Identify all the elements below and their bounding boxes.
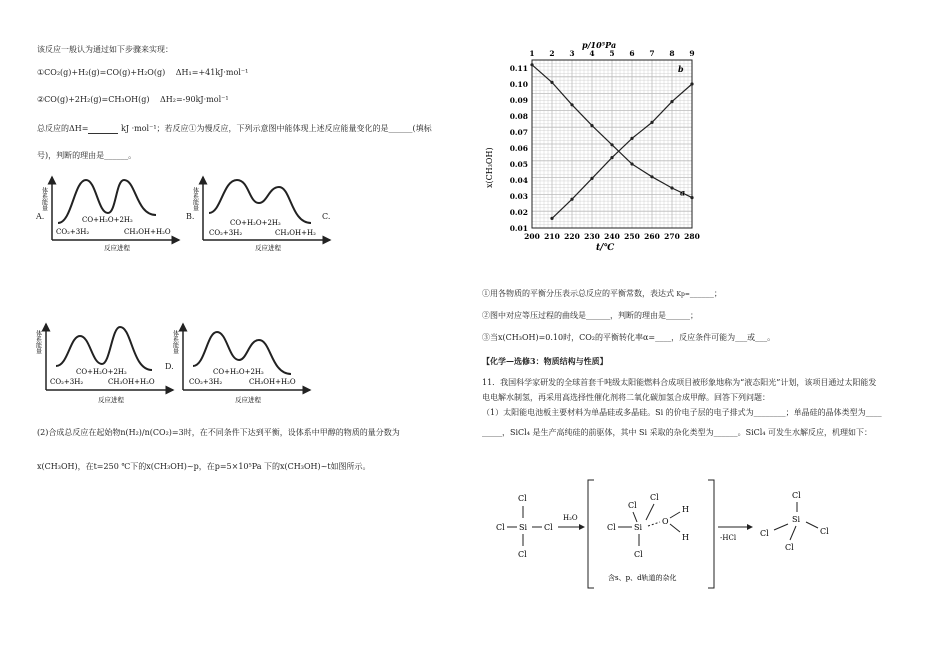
x-tick-label: 240 <box>604 232 620 241</box>
data-point-b <box>690 82 693 85</box>
y-tick-label: 0.04 <box>509 176 528 185</box>
question-r2: ②图中对应等压过程的曲线是______，判断的理由是______； <box>482 311 698 320</box>
product-label: CH₃OH+H₂O <box>124 228 171 236</box>
x-tick-label: 260 <box>644 232 660 241</box>
si-atom: Si <box>792 515 801 524</box>
data-point-a <box>550 81 553 84</box>
series-label-a: a <box>680 187 686 198</box>
q-total-unit: kJ ·mol⁻¹ <box>121 124 157 133</box>
kp-symbol: Kp= <box>676 291 690 298</box>
cl-atom: Cl <box>628 501 637 510</box>
data-point-b <box>610 156 613 159</box>
r3-when: ③当 <box>482 333 498 342</box>
y-tick-label: 0.05 <box>509 160 528 169</box>
cl-atom: Cl <box>496 523 505 532</box>
question-r1 <box>482 289 722 300</box>
hybrid-note: 含s、p、d轨道的杂化 <box>608 574 677 582</box>
question-total-reason: 号)，判断的理由是______。 <box>37 151 137 160</box>
data-point-b <box>650 121 653 124</box>
top-tick-label: 1 <box>529 49 535 58</box>
intermediate-label: CO+H₂O+2H₂ <box>230 219 281 227</box>
reactant-label: CO₂+3H₂ <box>189 378 223 386</box>
top-tick-label: 6 <box>629 49 635 58</box>
data-point-a <box>530 63 533 66</box>
step1-equation: CO₂(g)+H₂(g)=CO(g)+H₂O(g) <box>44 68 166 77</box>
chart-x-label: t/℃ <box>596 243 615 253</box>
water-label: H₂O <box>563 514 578 522</box>
product-label: CH₃OH+H₂ <box>275 229 316 237</box>
intro-text: 该反应一般认为通过如下步骤来实现： <box>37 45 173 54</box>
y-tick-label: 0.06 <box>509 144 528 153</box>
energy-diagram-b <box>191 175 335 255</box>
q-total-label: 总反应的ΔH= <box>37 124 89 133</box>
cl-atom: Cl <box>650 493 659 502</box>
reactant-label: CO₂+3H₂ <box>56 228 90 236</box>
x-tick-label: 200 <box>524 232 540 241</box>
progress-axis-label: 反应进程 <box>104 244 130 252</box>
cl-atom: Cl <box>518 550 527 559</box>
r3-then: 时， <box>563 333 580 342</box>
cl-atom: Cl <box>820 527 829 536</box>
series-label-b: b <box>678 64 684 74</box>
r1-text: ①用各物质的平衡分压表示总反应的平衡常数，表达式 <box>482 289 674 298</box>
oxygen-atom: O <box>662 517 669 526</box>
answer-blank[interactable] <box>88 125 118 134</box>
x-tick-label: 210 <box>544 232 560 241</box>
r1-blank[interactable]: ______； <box>689 289 722 298</box>
reactant-label: CO₂+3H₂ <box>209 229 243 237</box>
q11-part1-line1: （1）太阳能电池板主要材料为单晶硅或多晶硅。Si 的价电子层的电子排式为________；单晶硅的晶体类型为____ <box>482 408 882 417</box>
cl-atom: Cl <box>544 523 553 532</box>
energy-axis-label: 体系能量 <box>34 330 42 354</box>
data-point-a <box>570 103 573 106</box>
x-tick-label: 270 <box>664 232 680 241</box>
question-2-line1 <box>37 428 400 438</box>
progress-axis-label: 反应进程 <box>235 396 261 404</box>
energy-axis-label: 体系能量 <box>171 330 179 354</box>
data-point-a <box>670 186 673 189</box>
r3-x: x(CH₃OH)=0.10 <box>498 333 564 342</box>
data-point-a <box>590 124 593 127</box>
data-point-b <box>570 198 573 201</box>
y-tick-label: 0.02 <box>509 208 528 217</box>
option-b-label: B. <box>186 212 195 221</box>
step2-enthalpy: ΔH₂=-90kJ·mol⁻¹ <box>160 95 229 104</box>
intermediate-label: CO+H₂O+2H₂ <box>82 216 133 224</box>
data-point-a <box>630 162 633 165</box>
q-total-rest: ；若反应①为慢反应，下列示意图中能体现上述反应能量变化的是______(填标 <box>156 124 432 133</box>
q2-text: 时，在不同条件下达到平衡，设体系中甲醇的物质的量分数为 <box>183 428 400 437</box>
energy-diagram-d <box>171 322 315 406</box>
cl-atom: Cl <box>760 529 769 538</box>
x-tick-label: 220 <box>564 232 580 241</box>
cl-atom: Cl <box>785 543 794 552</box>
option-a-label: A. <box>36 212 45 221</box>
intermediate-label: CO+H₂O+2H₂ <box>213 368 264 376</box>
chart-title: p/10⁵Pa <box>582 40 617 50</box>
si-atom: Si <box>519 523 528 532</box>
r3-rest: 的平衡转化率α=____，反应条件可能为___或___。 <box>595 333 776 342</box>
top-tick-label: 3 <box>569 49 575 58</box>
product-label: CH₃OH+H₂O <box>108 378 155 386</box>
data-point-b <box>670 100 673 103</box>
option-d-label: D. <box>165 362 174 371</box>
hydrogen-atom: H <box>682 533 689 542</box>
top-tick-label: 7 <box>649 49 655 58</box>
data-point-b <box>630 137 633 140</box>
q2-xp: x(CH₃OH)~p <box>146 462 199 471</box>
energy-diagram-a <box>40 175 184 255</box>
product-label: CH₃OH+H₂O <box>249 378 296 386</box>
step2-equation: CO(g)+2H₂(g)=CH₃OH(g) <box>44 95 150 104</box>
data-point-a <box>690 196 693 199</box>
q2-temp: ，在t=250 ℃下的 <box>77 462 147 471</box>
option-c-label: C. <box>322 212 331 221</box>
y-tick-label: 0.08 <box>509 112 528 121</box>
top-tick-label: 2 <box>549 49 555 58</box>
question-r3 <box>482 333 775 343</box>
cl-atom: Cl <box>634 550 643 559</box>
y-tick-label: 0.03 <box>509 192 528 201</box>
y-tick-label: 0.09 <box>509 96 528 105</box>
progress-axis-label: 反应进程 <box>98 396 124 404</box>
x-tick-label: 250 <box>624 232 640 241</box>
methanol-fraction-chart <box>482 38 712 253</box>
intermediate-label: CO+H₂O+2H₂ <box>76 368 127 376</box>
q2-intro: (2)合成总反应在起始物 <box>37 428 121 437</box>
q2-pressure: ，在p=5×10⁵Pa 下的 <box>198 462 281 471</box>
r3-co2: CO₂ <box>579 333 595 342</box>
energy-axis-label: 体系能量 <box>40 187 48 211</box>
hcl-label: -HCl <box>720 534 737 542</box>
section-heading: 【化学—选修3：物质结构与性质】 <box>482 356 608 366</box>
y-tick-label: 0.11 <box>509 64 528 73</box>
q2-ratio: n(H₂)/n(CO₂)=3 <box>120 428 184 437</box>
step1-enthalpy: ΔH₁=+41kJ·mol⁻¹ <box>175 68 249 77</box>
cl-atom: Cl <box>607 523 616 532</box>
y-tick-label: 0.01 <box>509 224 528 233</box>
y-tick-label: 0.07 <box>509 128 528 137</box>
x-tick-label: 280 <box>684 232 700 241</box>
energy-axis-label: 体系能量 <box>191 187 199 211</box>
data-point-b <box>590 177 593 180</box>
x-tick-label: 230 <box>584 232 600 241</box>
hydrolysis-mechanism <box>490 470 850 590</box>
q2-end: 如图所示。 <box>330 462 371 471</box>
top-tick-label: 5 <box>609 49 615 58</box>
question-2-line2 <box>37 462 371 472</box>
q11-line1: 11．我国科学家研发的全球首套千吨级太阳能燃料合成项目被形象地称为“液态阳光”计划，该项目通过太阳能发 <box>482 378 877 387</box>
step1 <box>37 68 248 78</box>
energy-diagram-c <box>34 322 178 406</box>
data-point-a <box>650 175 653 178</box>
top-tick-label: 8 <box>669 49 675 58</box>
data-point-a <box>610 143 613 146</box>
cl-atom: Cl <box>792 491 801 500</box>
data-point-b <box>550 217 553 220</box>
y-tick-label: 0.10 <box>509 80 528 89</box>
step1-label: ① <box>37 68 45 77</box>
reactant-label: CO₂+3H₂ <box>50 378 84 386</box>
progress-axis-label: 反应进程 <box>255 244 281 252</box>
q2-xt: x(CH₃OH)~t <box>280 462 331 471</box>
si-atom: Si <box>634 523 643 532</box>
top-tick-label: 9 <box>689 49 695 58</box>
cl-atom: Cl <box>518 494 527 503</box>
q11-part1-line2: _____，SiCl₄ 是生产高纯硅的前驱体，其中 Si 采取的杂化类型为______。SiCl₄ 可发生水解反应，机理如下： <box>482 428 873 437</box>
q11-line2: 电电解水制氢，再采用高选择性催化剂将二氧化碳加氢合成甲醇。回答下列问题： <box>482 393 770 402</box>
step2 <box>37 95 229 105</box>
chart-y-label: x(CH₃OH) <box>485 147 494 188</box>
hydrogen-atom: H <box>682 505 689 514</box>
q2-x: x(CH₃OH) <box>37 462 78 471</box>
question-total-dh <box>37 124 432 134</box>
step2-label: ② <box>37 95 45 104</box>
top-tick-label: 4 <box>589 49 595 58</box>
